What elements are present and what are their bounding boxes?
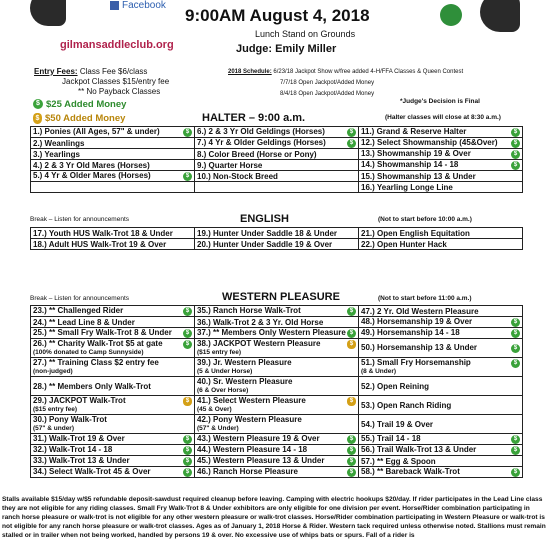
class-label: 15.) Showmanship 13 & Under <box>361 171 476 181</box>
table-row <box>31 138 523 149</box>
dollar-icon: $ <box>347 329 356 338</box>
table-row <box>31 434 523 445</box>
schedule-line1: 6/23/18 Jackpot Show w/free added 4-H/FFA Classes & Queen Contest <box>273 69 464 75</box>
class-label: 58.) ** Bareback Walk-Trot <box>361 467 460 476</box>
class-subnote: (non-judged) <box>33 368 73 375</box>
table-row <box>31 467 523 478</box>
class-cell <box>359 377 523 396</box>
class-cell <box>195 415 359 434</box>
class-label: 14.) Showmanship 14 - 18 <box>361 160 459 169</box>
class-cell <box>195 306 359 317</box>
class-label: 37.) ** Members Only Western Pleasure <box>197 328 346 337</box>
class-cell <box>195 171 359 182</box>
class-label: 11.) Grand & Reserve Halter <box>361 127 467 136</box>
class-subnote: (6 & Over Horse) <box>197 387 249 394</box>
class-label: 2.) Weanlings <box>33 138 85 148</box>
class-label: 31.) Walk-Trot 19 & Over <box>33 434 125 443</box>
ffa-logo <box>440 4 462 26</box>
table-row <box>31 377 523 396</box>
western-note: (Not to start before 11:00 a.m.) <box>378 295 472 302</box>
class-label: 22.) Open Hunter Hack <box>361 239 447 249</box>
judges-decision: *Judge's Decision is Final <box>400 98 480 105</box>
added-money-50-label: $50 Added Money <box>45 113 126 125</box>
class-subnote: ($15 entry fee) <box>33 406 78 413</box>
money-bag-icon: $ <box>347 397 356 406</box>
class-cell <box>195 228 359 239</box>
class-label: 55.) Trail 14 - 18 <box>361 434 421 443</box>
class-cell <box>359 239 523 250</box>
class-label: 49.) Horsemanship 14 - 18 <box>361 328 460 337</box>
class-cell <box>359 339 523 358</box>
facebook-link[interactable] <box>110 0 166 11</box>
class-cell <box>31 138 195 149</box>
western-table <box>30 305 523 478</box>
english-table <box>30 227 523 250</box>
added-money-50 <box>33 113 125 124</box>
class-cell <box>359 127 523 138</box>
dollar-icon: $ <box>347 457 356 466</box>
class-subnote: (5 & Under Horse) <box>197 368 253 375</box>
dollar-icon: $ <box>511 318 520 327</box>
fees-label: Entry Fees: <box>34 67 78 76</box>
class-cell <box>195 127 359 138</box>
class-label: 9.) Quarter Horse <box>197 160 263 170</box>
dollar-icon: $ <box>33 99 43 109</box>
class-label: 16.) Yearling Longe Line <box>361 182 453 192</box>
class-cell <box>195 467 359 478</box>
class-label: 26.) ** Charity Walk-Trot $5 at gate <box>33 339 163 348</box>
table-row <box>31 317 523 328</box>
class-cell <box>195 339 359 358</box>
table-row <box>31 396 523 415</box>
dollar-icon: $ <box>511 161 520 170</box>
schedule-line2: 7/7/18 Open Jackpot/Added Money <box>280 80 375 86</box>
class-cell <box>195 239 359 250</box>
class-cell <box>359 396 523 415</box>
class-cell <box>31 149 195 160</box>
class-cell <box>195 377 359 396</box>
money-bag-icon: $ <box>183 397 192 406</box>
table-row <box>31 149 523 160</box>
class-cell <box>31 306 195 317</box>
footer-rules: Stalls available $15/day w/$5 refundable deposit-sawdust required cleanup before leaving. Camping with electric hookups $20/day. If rider participates in the Lead Line class they are not eligible for any riding classes. Small Fry Walk-Trot 8 & Under exhibitors are only eligible for one division per event. Horse/Rider combination participating in ranch horse pleasure or walk-trot is not eligible for any other western pleasure or walk-trot classes. Horse/Rider combination participating in Western Pleasure or walk-trot is not eligible for any ranch horse pleasure or walk-trot classes. Ages as of January 1, 2018 Horse & Rider. Western tack required unless otherwise noted. Stallions must remain stalled or in trailer when not being worked, handled by persons 19 & over. No excessive use of whips bats or spurs. Fall of a rider is <box>2 496 546 539</box>
class-cell <box>31 228 195 239</box>
class-label: 47.) 2 Yr. Old Western Pleasure <box>361 306 479 316</box>
entry-fees <box>34 67 169 97</box>
class-label: 38.) JACKPOT Western Pleasure <box>197 339 321 348</box>
money-bag-icon: $ <box>33 113 42 124</box>
class-cell <box>31 415 195 434</box>
lunch-note: Lunch Stand on Grounds <box>255 29 356 39</box>
class-label: 24.) ** Lead Line 8 & Under <box>33 317 135 327</box>
schedule-line3: 8/4/18 Open Jackpot/Added Money <box>280 91 375 97</box>
class-label: 32.) Walk-Trot 14 - 18 <box>33 445 113 454</box>
dollar-icon: $ <box>347 446 356 455</box>
dollar-icon: $ <box>511 139 520 148</box>
class-cell <box>31 377 195 396</box>
class-cell <box>31 467 195 478</box>
class-label: 44.) Western Pleasure 14 - 18 <box>197 445 308 454</box>
class-label: 1.) Ponies (All Ages, 57" & under) <box>33 127 160 136</box>
table-row <box>31 228 523 239</box>
class-cell <box>195 445 359 456</box>
payback-note: ** No Payback Classes <box>78 87 161 96</box>
money-bag-icon: $ <box>347 340 356 349</box>
table-row <box>31 456 523 467</box>
class-cell <box>359 358 523 377</box>
dollar-icon: $ <box>347 307 356 316</box>
table-row <box>31 160 523 171</box>
class-label: 13.) Showmanship 19 & Over <box>361 149 471 158</box>
dollar-icon: $ <box>347 468 356 477</box>
class-cell <box>359 415 523 434</box>
class-cell <box>195 328 359 339</box>
table-row <box>31 358 523 377</box>
class-label: 50.) Horsemanship 13 & Under <box>361 343 478 352</box>
class-cell <box>359 182 523 193</box>
class-label: 29.) JACKPOT Walk-Trot <box>33 396 126 405</box>
class-fee: Class Fee $6/class <box>79 67 148 76</box>
class-cell <box>31 445 195 456</box>
class-label: 12.) Select Showmanship (45&Over) <box>361 138 498 147</box>
class-label: 46.) Ranch Horse Pleasure <box>197 467 298 476</box>
dollar-icon: $ <box>347 435 356 444</box>
class-cell <box>359 434 523 445</box>
class-label: 33.) Walk-Trot 13 & Under <box>33 456 130 465</box>
class-label: 36.) Walk-Trot 2 & 3 Yr. Old Horse <box>197 317 324 327</box>
class-label: 23.) ** Challenged Rider <box>33 306 124 315</box>
class-label: 41.) Select Western Pleasure <box>197 396 306 405</box>
class-label: 43.) Western Pleasure 19 & Over <box>197 434 320 443</box>
class-label: 25.) ** Small Fry Walk-Trot 8 & Under <box>33 328 172 337</box>
class-label: 10.) Non-Stock Breed <box>197 171 278 181</box>
dollar-icon: $ <box>183 457 192 466</box>
class-label: 6.) 2 & 3 Yr Old Geldings (Horses) <box>197 127 325 136</box>
table-row <box>31 445 523 456</box>
jackpot-fee: Jackpot Classes $15/entry fee <box>62 77 170 86</box>
dollar-icon: $ <box>511 446 520 455</box>
class-subnote: (57" & under) <box>33 425 75 432</box>
dollar-icon: $ <box>183 172 192 181</box>
english-note: (Not to start before 10:00 a.m.) <box>378 216 472 223</box>
class-cell <box>31 182 195 193</box>
dollar-icon: $ <box>183 340 192 349</box>
added-money-25 <box>33 99 126 110</box>
halter-table <box>30 126 523 193</box>
class-cell <box>31 358 195 377</box>
class-cell <box>359 456 523 467</box>
class-cell <box>195 138 359 149</box>
table-row <box>31 415 523 434</box>
class-cell <box>359 160 523 171</box>
class-cell <box>31 171 195 182</box>
class-cell <box>31 328 195 339</box>
dollar-icon: $ <box>347 128 356 137</box>
class-label: 52.) Open Reining <box>361 381 430 391</box>
dollar-icon: $ <box>183 446 192 455</box>
class-subnote: (8 & Under) <box>361 368 397 375</box>
class-cell <box>359 138 523 149</box>
class-label: 45.) Western Pleasure 13 & Under <box>197 456 325 465</box>
dollar-icon: $ <box>183 307 192 316</box>
class-cell <box>195 182 359 193</box>
class-cell <box>359 171 523 182</box>
class-label: 48.) Horsemanship 19 & Over <box>361 317 473 326</box>
class-label: 18.) Adult HUS Walk-Trot 19 & Over <box>33 239 167 249</box>
class-cell <box>359 228 523 239</box>
class-cell <box>31 160 195 171</box>
class-label: 51.) Small Fry Horsemanship <box>361 358 471 367</box>
class-label: 57.) ** Egg & Spoon <box>361 456 436 466</box>
dollar-icon: $ <box>511 344 520 353</box>
horse-logo-right <box>480 0 520 32</box>
class-label: 8.) Color Breed (Horse or Pony) <box>197 149 317 159</box>
class-label: 39.) Jr. Western Pleasure <box>197 358 292 367</box>
class-subnote: (57" & Under) <box>197 425 239 432</box>
class-label: 17.) Youth HUS Walk-Trot 18 & Under <box>33 228 173 238</box>
class-label: 4.) 2 & 3 Yr Old Mares (Horses) <box>33 160 150 170</box>
dollar-icon: $ <box>183 329 192 338</box>
class-label: 3.) Yearlings <box>33 149 80 159</box>
class-cell <box>359 317 523 328</box>
dollar-icon: $ <box>183 468 192 477</box>
class-label: 19.) Hunter Under Saddle 18 & Under <box>197 228 338 238</box>
class-subnote: ($15 entry fee) <box>197 349 242 356</box>
class-cell <box>31 339 195 358</box>
class-cell <box>195 317 359 328</box>
class-cell <box>359 328 523 339</box>
class-cell <box>359 149 523 160</box>
class-label: 21.) Open English Equitation <box>361 228 470 238</box>
class-cell <box>195 160 359 171</box>
table-row <box>31 239 523 250</box>
class-cell <box>31 317 195 328</box>
judge-name: Judge: Emily Miller <box>236 43 337 55</box>
class-label: 42.) Pony Western Pleasure <box>197 415 302 424</box>
dollar-icon: $ <box>511 329 520 338</box>
english-break: Break – Listen for announcements <box>30 216 130 223</box>
table-row <box>31 328 523 339</box>
class-cell <box>31 456 195 467</box>
table-row <box>31 171 523 182</box>
class-cell <box>359 306 523 317</box>
facebook-icon <box>110 1 119 10</box>
class-label: 20.) Hunter Under Saddle 19 & Over <box>197 239 333 249</box>
horse-logo-left <box>30 0 66 26</box>
class-cell <box>359 445 523 456</box>
facebook-label: Facebook <box>122 0 166 11</box>
class-subnote: (45 & Over) <box>197 406 232 413</box>
halter-title: HALTER – 9:00 a.m. <box>202 112 306 124</box>
class-label: 28.) ** Members Only Walk-Trot <box>33 381 151 391</box>
class-label: 34.) Select Walk-Trot 45 & Over <box>33 467 151 476</box>
class-label: 30.) Pony Walk-Trot <box>33 415 107 424</box>
class-cell <box>195 149 359 160</box>
table-row <box>31 339 523 358</box>
event-title: 9:00AM August 4, 2018 <box>185 6 370 25</box>
dollar-icon: $ <box>347 139 356 148</box>
western-title: WESTERN PLEASURE <box>222 291 340 303</box>
class-cell <box>31 434 195 445</box>
class-label: 53.) Open Ranch Riding <box>361 400 452 410</box>
added-money-25-label: $25 Added Money <box>46 99 127 110</box>
table-row <box>31 306 523 317</box>
class-cell <box>195 456 359 467</box>
western-break: Break – Listen for announcements <box>30 295 130 302</box>
dollar-icon: $ <box>183 435 192 444</box>
class-label: 56.) Trail Walk-Trot 13 & Under <box>361 445 477 454</box>
english-title: ENGLISH <box>240 213 289 225</box>
class-label: 27.) ** Training Class $2 entry fee <box>33 358 159 367</box>
schedule-label: 2018 Schedule: <box>228 69 272 75</box>
dollar-icon: $ <box>511 468 520 477</box>
class-label: 5.) 4 Yr & Older Mares (Horses) <box>33 171 151 180</box>
class-label: 54.) Trail 19 & Over <box>361 419 434 429</box>
class-cell <box>31 239 195 250</box>
dollar-icon: $ <box>511 359 520 368</box>
class-cell <box>195 434 359 445</box>
dollar-icon: $ <box>511 128 520 137</box>
table-row <box>31 127 523 138</box>
class-cell <box>31 396 195 415</box>
class-label: 35.) Ranch Horse Walk-Trot <box>197 306 301 315</box>
class-cell <box>31 127 195 138</box>
halter-note: (Halter classes will close at 8:30 a.m.) <box>385 114 501 121</box>
class-label: 40.) Sr. Western Pleasure <box>197 377 293 386</box>
class-label: 7.) 4 Yr & Older Geldings (Horses) <box>197 138 326 147</box>
table-row <box>31 182 523 193</box>
website-link[interactable]: gilmansaddleclub.org <box>60 39 174 51</box>
class-cell <box>195 358 359 377</box>
class-cell <box>195 396 359 415</box>
class-cell <box>359 467 523 478</box>
schedule <box>228 67 463 100</box>
dollar-icon: $ <box>183 128 192 137</box>
dollar-icon: $ <box>511 150 520 159</box>
class-subnote: (100% donated to Camp Sunnyside) <box>33 349 144 356</box>
dollar-icon: $ <box>511 435 520 444</box>
